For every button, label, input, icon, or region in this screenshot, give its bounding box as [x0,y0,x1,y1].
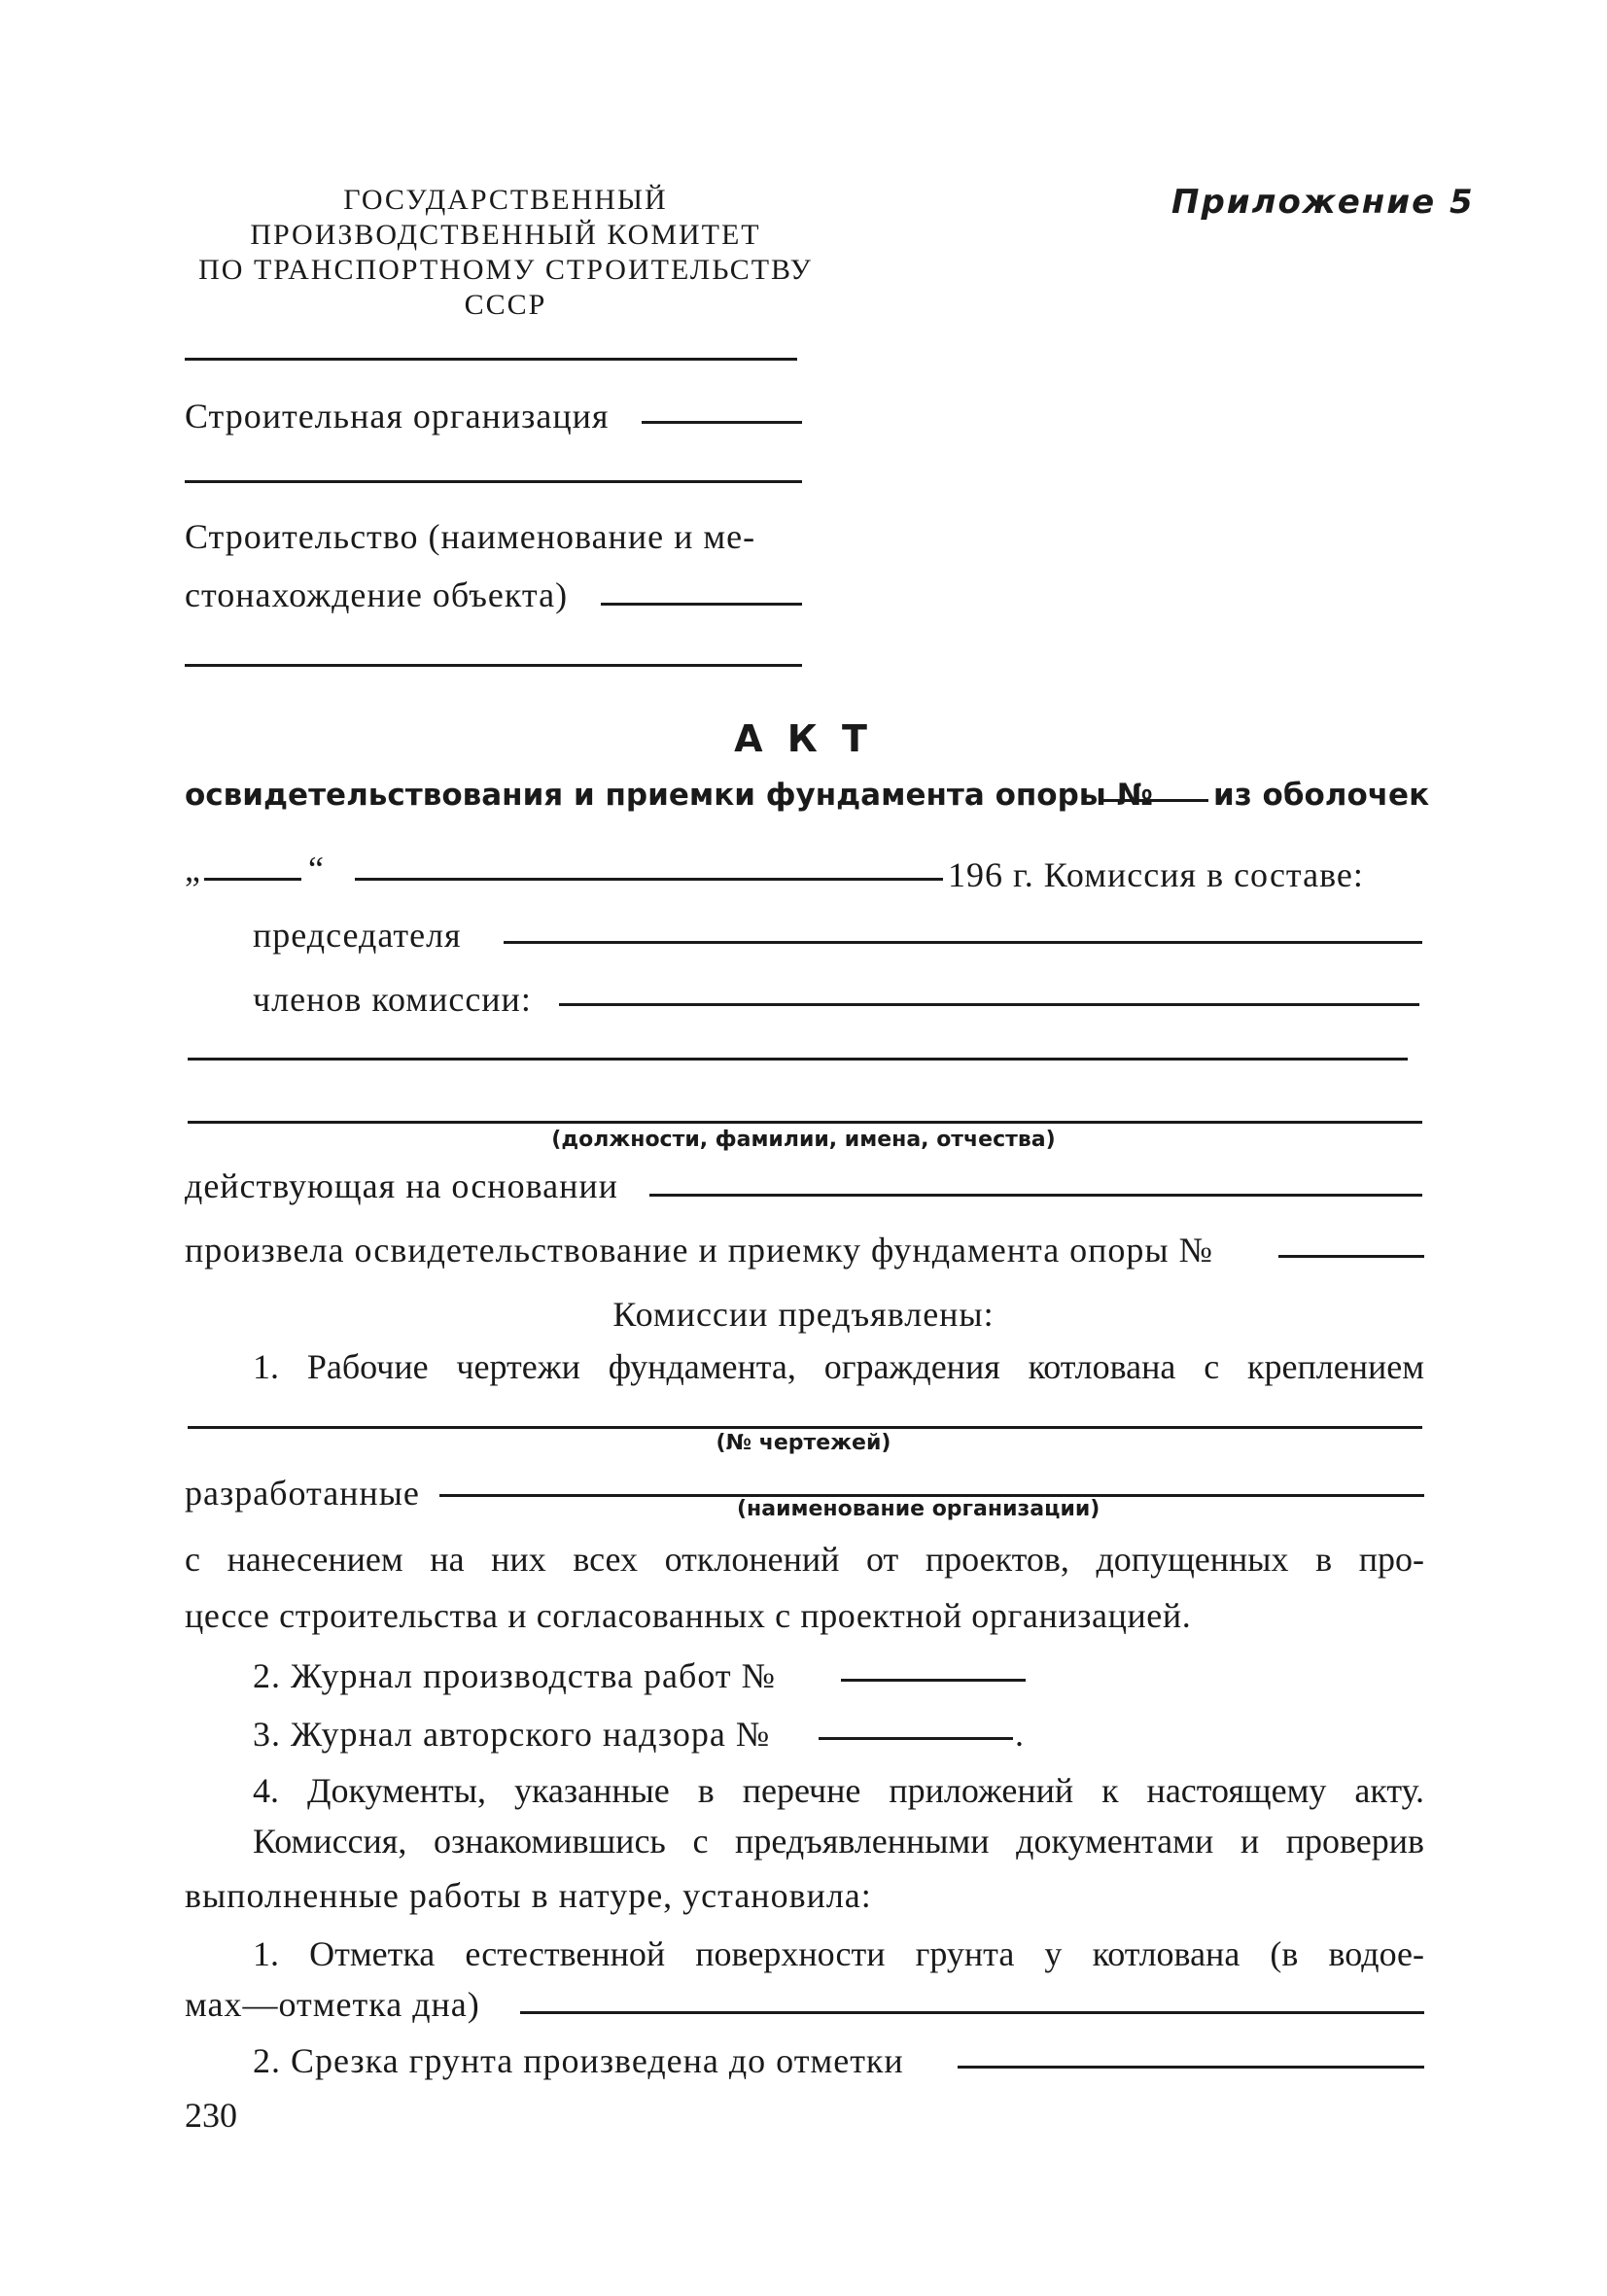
page-number: 230 [185,2096,237,2135]
finding-1-line-2: мах—отметка дна) [185,1985,480,2024]
year-commission-text: 196 г. Комиссия в составе: [948,855,1364,894]
act-subtitle-shells: из оболочек [1213,778,1430,813]
date-close-quote: “ [308,850,324,888]
cut-level-field [958,2066,1424,2069]
act-subtitle: освидетельствования и приемки фундамента опоры № [185,778,1153,813]
members-field-3 [188,1121,1422,1124]
names-caption: (должности, фамилии, имена, отчества) [551,1128,1056,1152]
members-field-2 [188,1058,1408,1061]
presented-item-3: 3. Журнал авторского надзора № [253,1715,771,1754]
construction-site-underline [185,664,802,667]
appendix-label: Приложение 5 [1171,183,1475,222]
org-underline [185,358,797,361]
deviations-line-1: с нанесением на них всех отклонений от проектов, допущенных в про- [185,1540,1424,1579]
construction-org-field [642,421,802,424]
org-name-line-2: ПРОИЗВОДСТВЕННЫЙ КОМИТЕТ [250,219,761,251]
performed-support-field [1278,1255,1424,1258]
support-number-field [1103,799,1208,802]
org-name-caption: (наименование организации) [737,1497,1100,1521]
finding-2: 2. Срезка грунта произведена до отметки [253,2041,904,2080]
finding-1-line-1: 1. Отметка естественной поверхности грунта у котлована (в водое- [253,1934,1424,1973]
date-month-field [355,878,943,881]
construction-org-underline [185,480,802,483]
presented-item-2: 2. Журнал производства работ № [253,1656,776,1695]
acting-basis-label: действующая на основании [185,1166,618,1205]
drawings-caption: (№ чертежей) [716,1431,891,1455]
construction-site-label-1: Строительство (наименование и ме- [185,517,756,556]
presented-item-1: 1. Рабочие чертежи фундамента, ограждения котлована с креплением [253,1347,1424,1386]
act-title: А К Т [734,717,873,760]
chairman-field [504,941,1422,944]
members-field-1 [559,1003,1419,1006]
deviations-line-2: цессе строительства и согласованных с проектной организацией. [185,1596,1192,1635]
presented-heading: Комиссии предъявлены: [612,1295,995,1334]
commission-findings-line-2: выполненные работы в натуре, установила: [185,1876,872,1915]
work-log-number-field [841,1679,1026,1682]
developed-label: разработанные [185,1474,420,1513]
performed-label: произвела освидетельствование и приемку фундамента опоры № [185,1231,1213,1270]
org-name-line-1: ГОСУДАРСТВЕННЫЙ [343,184,668,216]
construction-site-label-2: стонахождение объекта) [185,575,569,614]
ground-level-field [520,2011,1424,2014]
construction-org-label: Строительная организация [185,397,610,435]
org-name-line-4: СССР [464,289,547,321]
construction-site-field [601,603,802,606]
supervision-log-number-field [819,1737,1013,1740]
date-open-quote: „ [185,850,200,888]
item-3-period: . [1015,1715,1024,1754]
acting-basis-field [649,1194,1422,1197]
commission-findings-line-1: Комиссия, ознакомившись с предъявленными документами и проверив [253,1822,1424,1861]
members-label: членов комиссии: [253,980,532,1019]
presented-item-4: 4. Документы, указанные в перечне приложений к настоящему акту. [253,1771,1424,1810]
org-name-line-3: ПО ТРАНСПОРТНОМУ СТРОИТЕЛЬСТВУ [198,254,813,286]
chairman-label: председателя [253,916,462,955]
drawings-field [188,1426,1422,1429]
date-day-field [204,878,301,881]
